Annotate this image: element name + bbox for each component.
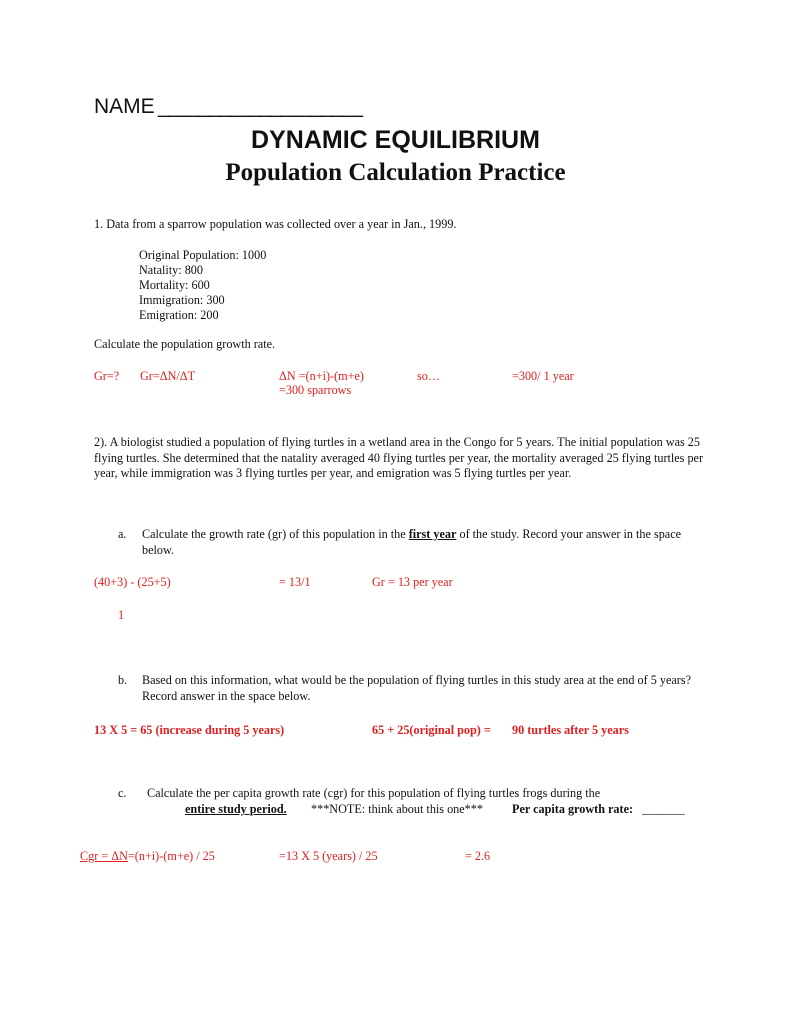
- q2c-pcgr-blank: _______: [642, 802, 685, 816]
- q2c-answer-sub: =13 X 5 (years) / 25: [279, 849, 378, 863]
- q2c-note: ***NOTE: think about this one***: [311, 802, 483, 816]
- q1-answer-rate: =300/ 1 year: [512, 369, 574, 383]
- q1-data-immigration: Immigration: 300: [139, 293, 225, 307]
- q1-answer-gr-formula: Gr=ΔN/ΔT: [140, 369, 196, 383]
- q2a-answer-result: Gr = 13 per year: [372, 575, 453, 589]
- q2c-answer-formula: =(n+i)-(m+e) / 25: [127, 849, 215, 863]
- q2c-question-line1: Calculate the per capita growth rate (cgr) for this population of flying turtles frogs during the: [147, 786, 601, 800]
- q2b-answer-sum: 65 + 25(original pop) =: [372, 723, 491, 737]
- q2b-answer-increase: 13 X 5 = 65 (increase during 5 years): [94, 723, 285, 737]
- q1-data-original: Original Population: 1000: [139, 248, 267, 262]
- q2a-question-post: of the study. Record your answer in the space below.: [142, 527, 682, 557]
- q1-answer-delta-n: ΔN =(n+i)-(m+e): [279, 369, 364, 383]
- page-title: DYNAMIC EQUILIBRIUM: [251, 126, 540, 154]
- q2a-question-pre: Calculate the growth rate (gr) of this population in the: [142, 527, 406, 541]
- page-subtitle: Population Calculation Practice: [225, 159, 566, 186]
- q2c-letter: c.: [118, 786, 127, 800]
- q2a-answer-expr: (40+3) - (25+5): [94, 575, 171, 589]
- q2b-question: Based on this information, what would be the population of flying turtles in this study area at the end of 5 years? Record answer in the space below.: [142, 673, 691, 703]
- q2c-pcgr-label: Per capita growth rate:: [512, 802, 634, 816]
- q2a-question: [142, 527, 702, 558]
- q2a-letter: a.: [118, 527, 127, 541]
- q2a-answer-frac: = 13/1: [279, 575, 311, 589]
- q2-intro: 2). A biologist studied a population of flying turtles in a wetland area in the Congo for 5 years. The initial population was 25 flying turtles. She determined that the natality averaged 40 flying turtles per year, the mortality averaged 25 flying turtles per year, while immigration was 3 flying turtles per year, and emigration was 5 flying turtles per year.: [94, 435, 704, 480]
- q1-answer-gr-unknown: Gr=?: [94, 369, 120, 383]
- q2b-letter: b.: [118, 673, 128, 687]
- q1-prompt: Calculate the population growth rate.: [94, 337, 276, 351]
- name-label: NAME: [94, 95, 155, 118]
- q2a-question-emph: first year: [408, 527, 457, 541]
- q2b-answer-total: 90 turtles after 5 years: [512, 723, 629, 737]
- q1-answer-so: so…: [417, 369, 441, 383]
- q2a-answer-denominator: 1: [118, 608, 125, 622]
- name-blank: ____________________: [158, 95, 362, 118]
- q2c-answer-cgr-label: Cgr = ΔN: [80, 849, 128, 863]
- q1-intro: 1. Data from a sparrow population was collected over a year in Jan., 1999.: [94, 217, 457, 231]
- q1-data-emigration: Emigration: 200: [139, 308, 219, 322]
- q1-data-mortality: Mortality: 600: [139, 278, 210, 292]
- q2c-answer-result: = 2.6: [465, 849, 491, 863]
- q2c-question-emph: entire study period.: [185, 802, 287, 816]
- q2c-answer-cgr: [80, 849, 215, 865]
- q1-answer-delta-n-result: =300 sparrows: [279, 383, 352, 397]
- q1-data-natality: Natality: 800: [139, 263, 203, 277]
